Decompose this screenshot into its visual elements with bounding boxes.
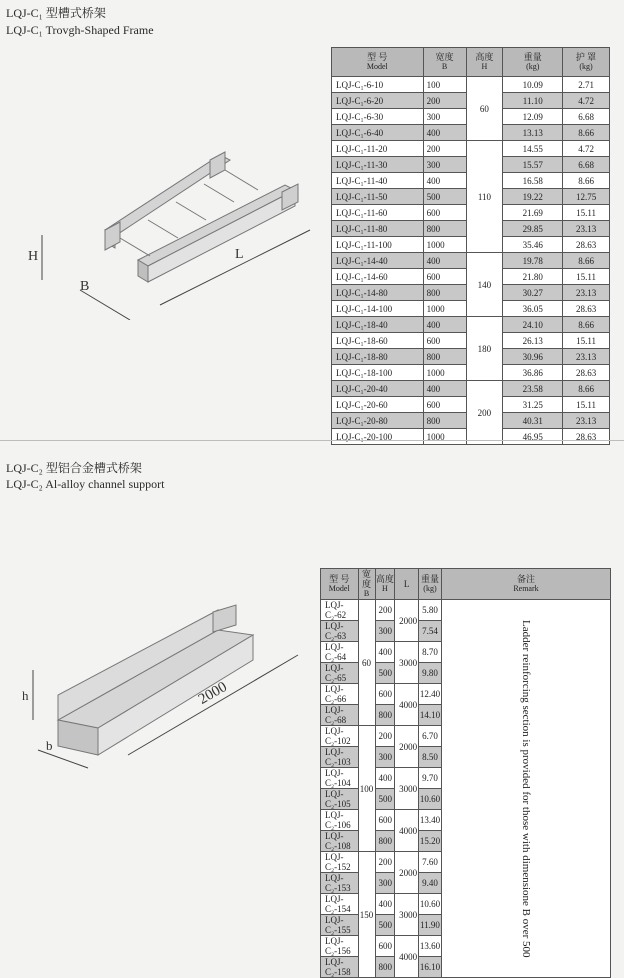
model-cell: LQJ-C₁-18-100 xyxy=(332,365,424,381)
model-cell: LQJ-C₂-156 xyxy=(321,936,359,957)
height-cell: 200 xyxy=(375,726,395,747)
l-cell: 2000 xyxy=(395,726,419,768)
weight-cell: 9.80 xyxy=(418,663,441,684)
model-cell: LQJ-C₂-155 xyxy=(321,915,359,936)
model-cell: LQJ-C₂-64 xyxy=(321,642,359,663)
height-cell: 400 xyxy=(375,768,395,789)
l-cell: 3000 xyxy=(395,642,419,684)
cover-cell: 28.63 xyxy=(563,301,610,317)
cover-cell: 4.72 xyxy=(563,93,610,109)
weight-cell: 6.70 xyxy=(418,726,441,747)
section-divider xyxy=(0,440,624,441)
header-weight-2: 重量 (kg) xyxy=(418,569,441,600)
width-cell: 400 xyxy=(423,317,466,333)
model-cell: LQJ-C₁-14-60 xyxy=(332,269,424,285)
weight-cell: 16.58 xyxy=(503,173,563,189)
dim-length-label: 2000 xyxy=(195,678,230,708)
weight-cell: 19.22 xyxy=(503,189,563,205)
height-cell: 300 xyxy=(375,747,395,768)
weight-cell: 29.85 xyxy=(503,221,563,237)
model-cell: LQJ-C₁-18-80 xyxy=(332,349,424,365)
l-cell: 4000 xyxy=(395,684,419,726)
height-cell: 200 xyxy=(375,852,395,873)
height-cell: 200 xyxy=(466,381,503,445)
weight-cell: 8.70 xyxy=(418,642,441,663)
height-cell: 200 xyxy=(375,600,395,621)
model-cell: LQJ-C₂-106 xyxy=(321,810,359,831)
model-cell: LQJ-C₂-105 xyxy=(321,789,359,810)
model-cell: LQJ-C₁-18-60 xyxy=(332,333,424,349)
header-height-2: 高度 H xyxy=(375,569,395,600)
dim-h-label: H xyxy=(28,249,39,264)
weight-cell: 15.20 xyxy=(418,831,441,852)
model-cell: LQJ-C₁-20-100 xyxy=(332,429,424,445)
l-cell: 4000 xyxy=(395,936,419,978)
width-cell: 600 xyxy=(423,397,466,413)
model-cell: LQJ-C₂-65 xyxy=(321,663,359,684)
header-model-2: 型 号 Model xyxy=(321,569,359,600)
weight-cell: 21.80 xyxy=(503,269,563,285)
weight-cell: 14.55 xyxy=(503,141,563,157)
weight-cell: 13.60 xyxy=(418,936,441,957)
height-cell: 400 xyxy=(375,894,395,915)
weight-cell: 16.10 xyxy=(418,957,441,978)
dim-b-label: B xyxy=(80,279,90,294)
width-cell: 800 xyxy=(423,221,466,237)
weight-cell: 8.50 xyxy=(418,747,441,768)
height-cell: 800 xyxy=(375,831,395,852)
trough-frame-spec-table xyxy=(331,47,610,445)
l-cell: 2000 xyxy=(395,600,419,642)
section1-title-cn: LQJ-C₁ 型槽式桥架 xyxy=(6,6,106,20)
width-cell: 60 xyxy=(358,600,375,726)
model-cell: LQJ-C₁-6-30 xyxy=(332,109,424,125)
model-cell: LQJ-C₁-14-80 xyxy=(332,285,424,301)
model-cell: LQJ-C₁-14-40 xyxy=(332,253,424,269)
width-cell: 500 xyxy=(423,189,466,205)
weight-cell: 11.90 xyxy=(418,915,441,936)
model-cell: LQJ-C₂-104 xyxy=(321,768,359,789)
height-cell: 500 xyxy=(375,789,395,810)
width-cell: 800 xyxy=(423,413,466,429)
section2-title-en: LQJ-C₂ Al-alloy channel support xyxy=(6,477,165,491)
width-cell: 1000 xyxy=(423,301,466,317)
width-cell: 800 xyxy=(423,285,466,301)
cover-cell: 23.13 xyxy=(563,413,610,429)
weight-cell: 10.60 xyxy=(418,789,441,810)
header-cover: 护 罩 (kg) xyxy=(563,48,610,77)
width-cell: 600 xyxy=(423,205,466,221)
cover-cell: 12.75 xyxy=(563,189,610,205)
model-cell: LQJ-C₂-63 xyxy=(321,621,359,642)
header-weight: 重量 (kg) xyxy=(503,48,563,77)
weight-cell: 7.54 xyxy=(418,621,441,642)
model-cell: LQJ-C₁-11-50 xyxy=(332,189,424,205)
height-cell: 500 xyxy=(375,915,395,936)
width-cell: 200 xyxy=(423,93,466,109)
model-cell: LQJ-C₁-18-40 xyxy=(332,317,424,333)
weight-cell: 30.96 xyxy=(503,349,563,365)
width-cell: 400 xyxy=(423,125,466,141)
width-cell: 400 xyxy=(423,173,466,189)
section2-title-cn: LQJ-C₂ 型铝合金槽式桥架 xyxy=(6,461,142,475)
height-cell: 300 xyxy=(375,873,395,894)
width-cell: 200 xyxy=(423,141,466,157)
model-cell: LQJ-C₂-103 xyxy=(321,747,359,768)
weight-cell: 12.40 xyxy=(418,684,441,705)
weight-cell: 13.13 xyxy=(503,125,563,141)
weight-cell: 13.40 xyxy=(418,810,441,831)
dim-h-label-2: h xyxy=(22,688,29,703)
model-cell: LQJ-C₁-20-80 xyxy=(332,413,424,429)
cover-cell: 28.63 xyxy=(563,429,610,445)
dim-l-label: L xyxy=(235,247,244,262)
cover-cell: 8.66 xyxy=(563,253,610,269)
weight-cell: 40.31 xyxy=(503,413,563,429)
weight-cell: 36.86 xyxy=(503,365,563,381)
model-cell: LQJ-C₁-11-40 xyxy=(332,173,424,189)
cover-cell: 23.13 xyxy=(563,285,610,301)
model-cell: LQJ-C₁-14-100 xyxy=(332,301,424,317)
weight-cell: 12.09 xyxy=(503,109,563,125)
width-cell: 1000 xyxy=(423,429,466,445)
cover-cell: 15.11 xyxy=(563,269,610,285)
width-cell: 800 xyxy=(423,349,466,365)
model-cell: LQJ-C₁-11-30 xyxy=(332,157,424,173)
remark-cell: Ladder reinforcing section is provided for those with dimensione B over 500 xyxy=(441,600,610,978)
weight-cell: 46.95 xyxy=(503,429,563,445)
cover-cell: 23.13 xyxy=(563,349,610,365)
table-row xyxy=(332,317,610,333)
table-row xyxy=(332,253,610,269)
cover-cell: 8.66 xyxy=(563,173,610,189)
l-cell: 4000 xyxy=(395,810,419,852)
model-cell: LQJ-C₂-68 xyxy=(321,705,359,726)
height-cell: 600 xyxy=(375,936,395,957)
weight-cell: 21.69 xyxy=(503,205,563,221)
weight-cell: 19.78 xyxy=(503,253,563,269)
cover-cell: 15.11 xyxy=(563,333,610,349)
table-row xyxy=(332,141,610,157)
weight-cell: 11.10 xyxy=(503,93,563,109)
height-cell: 300 xyxy=(375,621,395,642)
model-cell: LQJ-C₁-20-60 xyxy=(332,397,424,413)
height-cell: 600 xyxy=(375,684,395,705)
table-row xyxy=(332,77,610,93)
height-cell: 110 xyxy=(466,141,503,253)
width-cell: 300 xyxy=(423,157,466,173)
model-cell: LQJ-C₁-11-20 xyxy=(332,141,424,157)
width-cell: 1000 xyxy=(423,237,466,253)
weight-cell: 5.80 xyxy=(418,600,441,621)
weight-cell: 24.10 xyxy=(503,317,563,333)
weight-cell: 9.40 xyxy=(418,873,441,894)
table-row xyxy=(321,600,611,621)
header-height: 高度 H xyxy=(466,48,503,77)
model-cell: LQJ-C₂-62 xyxy=(321,600,359,621)
width-cell: 100 xyxy=(423,77,466,93)
model-cell: LQJ-C₂-153 xyxy=(321,873,359,894)
table-row xyxy=(332,381,610,397)
cover-cell: 4.72 xyxy=(563,141,610,157)
cover-cell: 28.63 xyxy=(563,237,610,253)
trough-frame-diagram xyxy=(20,130,320,320)
model-cell: LQJ-C₁-11-100 xyxy=(332,237,424,253)
width-cell: 400 xyxy=(423,381,466,397)
header-width-2: 宽度 B xyxy=(358,569,375,600)
weight-cell: 15.57 xyxy=(503,157,563,173)
cover-cell: 8.66 xyxy=(563,381,610,397)
weight-cell: 10.60 xyxy=(418,894,441,915)
weight-cell: 9.70 xyxy=(418,768,441,789)
cover-cell: 15.11 xyxy=(563,205,610,221)
model-cell: LQJ-C₁-6-20 xyxy=(332,93,424,109)
model-cell: LQJ-C₁-11-80 xyxy=(332,221,424,237)
weight-cell: 30.27 xyxy=(503,285,563,301)
height-cell: 800 xyxy=(375,957,395,978)
height-cell: 600 xyxy=(375,810,395,831)
width-cell: 100 xyxy=(358,726,375,852)
height-cell: 140 xyxy=(466,253,503,317)
l-cell: 3000 xyxy=(395,894,419,936)
model-cell: LQJ-C₂-108 xyxy=(321,831,359,852)
cover-cell: 8.66 xyxy=(563,125,610,141)
l-cell: 2000 xyxy=(395,852,419,894)
header-width: 宽度 B xyxy=(423,48,466,77)
width-cell: 1000 xyxy=(423,365,466,381)
cover-cell: 6.68 xyxy=(563,157,610,173)
weight-cell: 10.09 xyxy=(503,77,563,93)
weight-cell: 7.60 xyxy=(418,852,441,873)
model-cell: LQJ-C₁-11-60 xyxy=(332,205,424,221)
width-cell: 300 xyxy=(423,109,466,125)
weight-cell: 35.46 xyxy=(503,237,563,253)
weight-cell: 14.10 xyxy=(418,705,441,726)
height-cell: 500 xyxy=(375,663,395,684)
height-cell: 180 xyxy=(466,317,503,381)
cover-cell: 2.71 xyxy=(563,77,610,93)
width-cell: 600 xyxy=(423,269,466,285)
model-cell: LQJ-C₁-6-10 xyxy=(332,77,424,93)
width-cell: 400 xyxy=(423,253,466,269)
height-cell: 800 xyxy=(375,705,395,726)
cover-cell: 23.13 xyxy=(563,221,610,237)
model-cell: LQJ-C₂-66 xyxy=(321,684,359,705)
model-cell: LQJ-C₂-158 xyxy=(321,957,359,978)
height-cell: 400 xyxy=(375,642,395,663)
width-cell: 600 xyxy=(423,333,466,349)
section1-title-en: LQJ-C₁ Trovgh-Shaped Frame xyxy=(6,23,154,37)
model-cell: LQJ-C₂-154 xyxy=(321,894,359,915)
header-remark: 备注 Remark xyxy=(441,569,610,600)
weight-cell: 31.25 xyxy=(503,397,563,413)
model-cell: LQJ-C₂-102 xyxy=(321,726,359,747)
header-l: L xyxy=(395,569,419,600)
width-cell: 150 xyxy=(358,852,375,978)
model-cell: LQJ-C₁-6-40 xyxy=(332,125,424,141)
cover-cell: 8.66 xyxy=(563,317,610,333)
dim-b-label-2: b xyxy=(46,738,53,753)
channel-support-diagram xyxy=(18,600,318,770)
cover-cell: 28.63 xyxy=(563,365,610,381)
l-cell: 3000 xyxy=(395,768,419,810)
model-cell: LQJ-C₁-20-40 xyxy=(332,381,424,397)
weight-cell: 23.58 xyxy=(503,381,563,397)
channel-support-spec-table xyxy=(320,568,611,978)
height-cell: 60 xyxy=(466,77,503,141)
model-cell: LQJ-C₂-152 xyxy=(321,852,359,873)
weight-cell: 36.05 xyxy=(503,301,563,317)
header-model: 型 号 Model xyxy=(332,48,424,77)
cover-cell: 15.11 xyxy=(563,397,610,413)
weight-cell: 26.13 xyxy=(503,333,563,349)
cover-cell: 6.68 xyxy=(563,109,610,125)
